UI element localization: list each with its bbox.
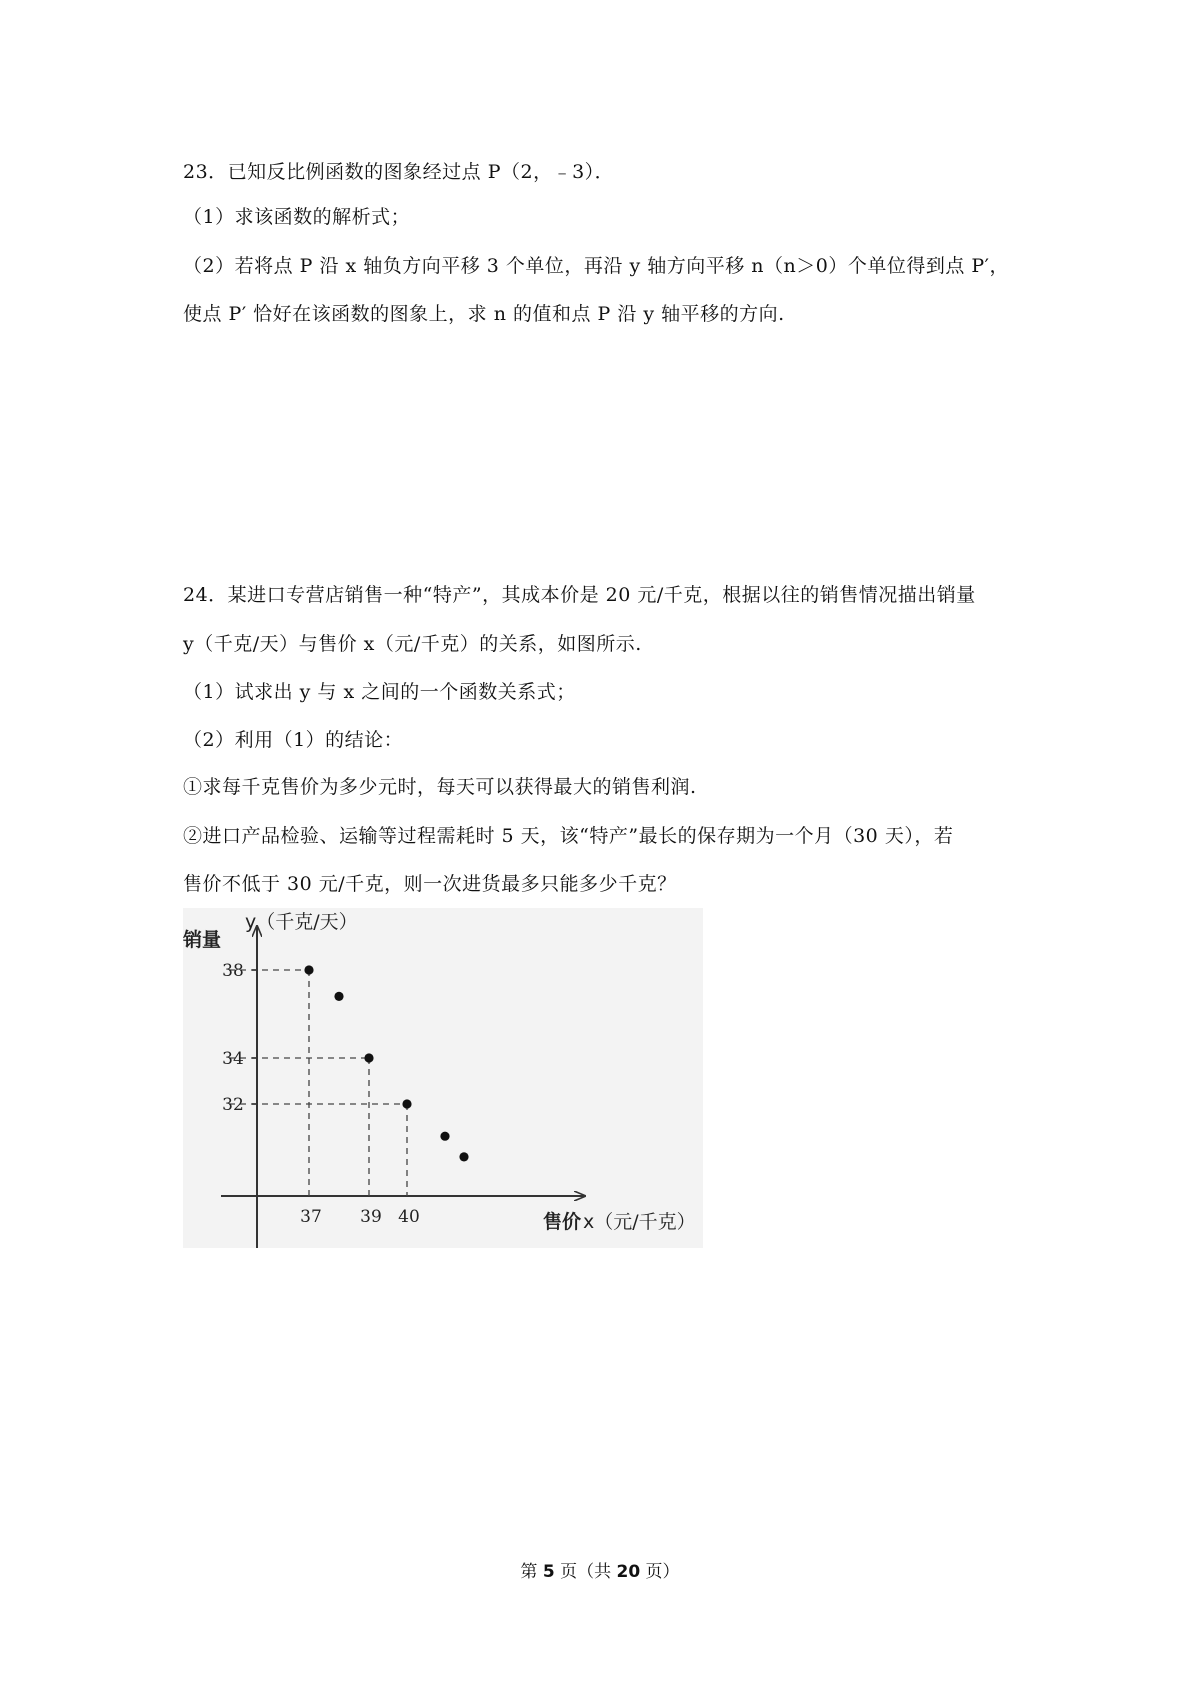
y-tick-label: 34 <box>222 1049 244 1069</box>
q24-sub2-line2: 售价不低于 30 元/千克，则一次进货最多只能多少千克？ <box>183 873 677 895</box>
data-point <box>364 1053 373 1062</box>
data-point <box>440 1132 449 1141</box>
footer-page-number: 5 <box>542 1562 555 1582</box>
x-tick-label: 37 <box>300 1207 322 1227</box>
data-point <box>402 1099 411 1108</box>
q24-part1: （1）试求出 y 与 x 之间的一个函数关系式； <box>183 681 576 703</box>
x-tick-label: 39 <box>360 1207 382 1227</box>
footer-middle: 页（共 <box>554 1562 617 1582</box>
q24-part2: （2）利用（1）的结论： <box>183 729 404 751</box>
q24-stem-line2: y（千克/天）与售价 x（元/千克）的关系，如图所示. <box>183 633 642 655</box>
q23-stem: 23．已知反比例函数的图象经过点 P（2，﹣3）． <box>183 161 615 183</box>
footer-prefix: 第 <box>520 1562 543 1582</box>
sales-scatter-figure <box>183 908 703 1248</box>
y-axis-unit-label: y（千克/天） <box>245 911 358 933</box>
y-tick-label: 38 <box>222 961 244 981</box>
data-point <box>304 965 313 974</box>
data-point <box>459 1152 468 1161</box>
x-axis-title: 售价 <box>543 1211 582 1233</box>
footer-total-pages: 20 <box>616 1562 641 1582</box>
sales-scatter-chart <box>183 908 703 1248</box>
page-footer <box>0 1557 1200 1582</box>
q24-stem-line1: 24．某进口专营店销售一种“特产”，其成本价是 20 元/千克，根据以往的销售情况描出销量 <box>183 584 976 606</box>
y-axis-title: 销量 <box>183 929 222 951</box>
q24-sub1: ①求每千克售价为多少元时，每天可以获得最大的销售利润. <box>183 776 697 798</box>
y-tick-label: 32 <box>222 1095 244 1115</box>
q23-part2-line2: 使点 P′ 恰好在该函数的图象上，求 n 的值和点 P 沿 y 轴平移的方向. <box>183 303 785 325</box>
x-axis-unit-label: x（元/千克） <box>583 1211 696 1233</box>
q24-sub2-line1: ②进口产品检验、运输等过程需耗时 5 天，该“特产”最长的保存期为一个月（30 天），若 <box>183 825 954 847</box>
footer-suffix: 页） <box>640 1562 680 1582</box>
x-tick-label: 40 <box>398 1207 420 1227</box>
q23-part2-line1: （2）若将点 P 沿 x 轴负方向平移 3 个单位，再沿 y 轴方向平移 n（n＞0）个单位得到点 P′， <box>183 255 1009 277</box>
q23-part1: （1）求该函数的解析式； <box>183 206 411 228</box>
data-point <box>334 992 343 1001</box>
